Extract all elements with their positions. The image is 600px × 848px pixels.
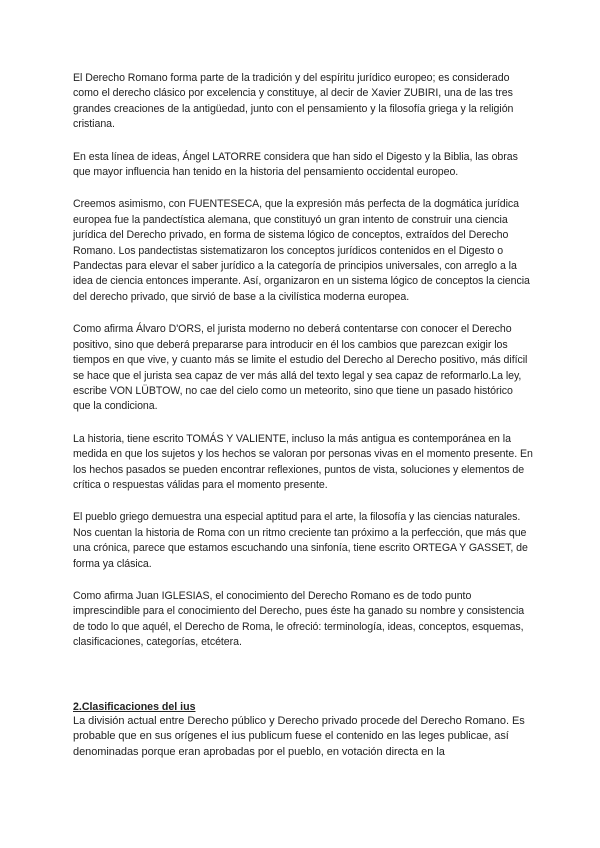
paragraph-3: Creemos asimismo, con FUENTESECA, que la expresión más perfecta de la dogmática jurídica europea fue la pandectística alemana, que constituyó un gran intento de construir una ciencia jurídica del Derecho privado, en forma de sistema lógico de conceptos, extraídos del Derecho Romano. Los pandectistas sistematizaron los conceptos jurídicos contenidos en el Digesto o Pandectas para elevar el saber jurídico a la categoría de principios universales, con arreglo a la idea de ciencia entonces imperante. Así, organizaron en un sistema lógico de conceptos la ciencia del derecho privado, que sirvió de base a la civilística moderna europea. (73, 198, 530, 303)
paragraph-4: Como afirma Álvaro D'ORS, el jurista moderno no deberá contentarse con conocer el Derecho positivo, sino que deberá prepararse para introducir en él los cambios que parezcan exigir los tiempos en que vive, y cuanto más se limite el estudio del Derecho al Derecho positivo, más difícil se hace que el jurista sea capaz de ver más allá del texto legal y sea capaz de reformarlo.La ley, escribe VON LÜBTOW, no cae del cielo como un meteorito, sino que tiene un pasado histórico que la condiciona. (73, 323, 528, 413)
document-body (73, 71, 533, 668)
section-clasificaciones (73, 700, 533, 760)
paragraph-5: La historia, tiene escrito TOMÁS Y VALIENTE, incluso la más antigua es contemporánea en la medida en que los sujetos y los hechos se valoran por personas vivas en el momento presente. En los hechos pasados se pueden encontrar reflexiones, puntos de vista, soluciones y elementos de crítica o respuestas válidas para el momento presente. (73, 432, 533, 491)
paragraph-1: El Derecho Romano forma parte de la tradición y del espíritu jurídico europeo; es considerado como el derecho clásico por excelencia y constituye, al decir de Xavier ZUBIRI, una de las tres grandes creaciones de la antigüedad, junto con el pensamiento y la filosofía griega y la religión cristiana. (73, 72, 514, 131)
paragraph-6: El pueblo griego demuestra una especial aptitud para el arte, la filosofía y las ciencias naturales. Nos cuentan la historia de Roma con un ritmo creciente tan próximo a la perfección, que más que una crónica, parece que estamos escuchando una sinfonía, tiene escrito ORTEGA Y GASSET, de forma ya clásica. (73, 511, 528, 570)
paragraph-7: Como afirma Juan IGLESIAS, el conocimiento del Derecho Romano es de todo punto imprescindible para el conocimiento del Derecho, pues éste ha ganado su nombre y consistencia de todo lo que aquél, el Derecho de Roma, le ofreció: terminología, ideas, conceptos, esquemas, clasificaciones, categorías, etcétera. (73, 589, 525, 649)
paragraph-2: En esta línea de ideas, Ángel LATORRE considera que han sido el Digesto y la Biblia, las obras que mayor influencia han tenido en la historia del pensamiento occidental europeo. (73, 150, 518, 179)
section-paragraph: La división actual entre Derecho público y Derecho privado procede del Derecho Romano. Es probable que en sus orígenes el ius publicum fuese el contenido en las leges publicae, así denominadas porque eran aprobadas por el pueblo, en votación directa en la (73, 715, 525, 758)
section-heading: 2.Clasificaciones del ius (73, 701, 196, 713)
